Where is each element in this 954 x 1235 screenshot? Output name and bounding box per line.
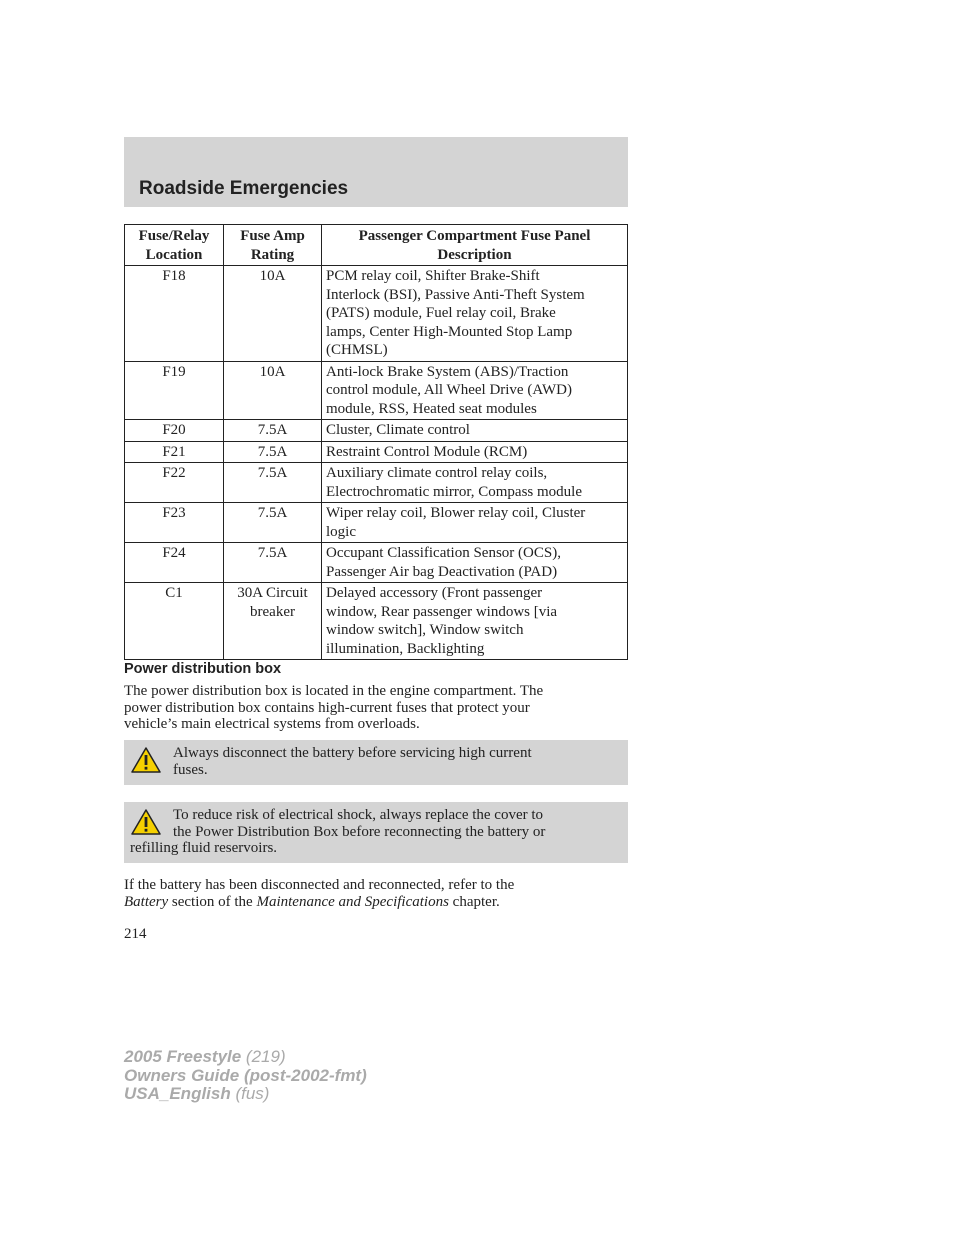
paragraph-fragment: chapter.: [448, 893, 500, 910]
fuse-description-line: Occupant Classification Sensor (OCS),: [326, 545, 561, 561]
fuse-rating-line: 10A: [259, 268, 286, 284]
fuse-table-body: [125, 266, 628, 660]
fuse-table-header-row: [125, 225, 628, 266]
header-rating-line: Rating: [250, 246, 295, 263]
fuse-description-line: Delayed accessory (Front passenger: [326, 585, 543, 601]
fuse-description-line: Interlock (BSI), Passive Anti-Theft System: [326, 286, 585, 303]
footer-model: 2005 Freestyle: [124, 1047, 242, 1066]
header-rating-line: Fuse Amp: [240, 228, 305, 244]
fuse-description-cell: [322, 420, 628, 442]
fuse-rating-line: 7.5A: [257, 545, 288, 561]
warning-triangle-icon: [130, 808, 162, 836]
fuse-description-cell: [322, 503, 628, 543]
fuse-table: [124, 224, 628, 660]
fuse-description-cell: [322, 583, 628, 660]
warning-triangle-icon: [130, 746, 162, 774]
fuse-rating-cell: [224, 361, 322, 420]
warning-box: [124, 740, 628, 785]
fuse-rating-cell: [224, 503, 322, 543]
fuse-description-line: Restraint Control Module (RCM): [326, 443, 528, 460]
footer-guide: Owners Guide (post-2002-fmt): [124, 1065, 367, 1085]
paragraph-line: power distribution box contains high-current fuses that protect your: [124, 699, 530, 716]
document-footer: [124, 1048, 367, 1104]
footer-line: [124, 1085, 367, 1104]
warning-text-line: Always disconnect the battery before servicing high current: [173, 745, 532, 761]
fuse-rating-cell: [224, 420, 322, 442]
footer-line: [124, 1048, 367, 1067]
chapter-title: Roadside Emergencies: [139, 178, 349, 199]
fuse-description-line: module, RSS, Heated seat modules: [326, 400, 537, 417]
fuse-location-cell: F23: [125, 503, 224, 543]
fuse-description-line: Passenger Air bag Deactivation (PAD): [326, 563, 558, 580]
fuse-description-line: control module, All Wheel Drive (AWD): [326, 382, 572, 398]
fuse-rating-line: breaker: [250, 603, 295, 620]
fuse-table-row: [125, 441, 628, 463]
fuse-location-cell: F24: [125, 543, 224, 583]
fuse-description-line: (CHMSL): [326, 342, 388, 358]
fuse-rating-cell: [224, 463, 322, 503]
footer-page-code: (219): [241, 1047, 286, 1066]
section-heading: Power distribution box: [124, 661, 282, 677]
fuse-table-row: [125, 420, 628, 442]
fuse-rating-cell: [224, 441, 322, 463]
fuse-location-cell: F18: [125, 266, 224, 362]
fuse-description-cell: [322, 266, 628, 362]
intro-paragraph: [124, 683, 628, 733]
fuse-description-line: Cluster, Climate control: [326, 422, 470, 438]
footer-language: USA_English: [124, 1084, 231, 1103]
paragraph-fragment: section of the: [168, 893, 257, 910]
fuse-rating-line: 7.5A: [257, 422, 288, 438]
chapter-header-band: [124, 137, 628, 207]
fuse-description-cell: [322, 441, 628, 463]
fuse-rating-cell: [224, 583, 322, 660]
fuse-description-line: lamps, Center High-Mounted Stop Lamp: [326, 323, 573, 340]
header-description: [322, 225, 628, 266]
paragraph-line: [124, 894, 628, 911]
fuse-location-cell: F21: [125, 441, 224, 463]
fuse-description-line: PCM relay coil, Shifter Brake-Shift: [326, 268, 540, 284]
fuse-description-line: window, Rear passenger windows [via: [326, 603, 558, 620]
fuse-rating-cell: [224, 543, 322, 583]
footer-language-code: (fus): [230, 1084, 270, 1103]
header-description-line: Description: [437, 246, 512, 263]
header-description-line: Passenger Compartment Fuse Panel: [358, 228, 591, 244]
fuse-rating-line: 30A Circuit: [237, 585, 308, 601]
fuse-table-row: [125, 463, 628, 503]
fuse-location-cell: C1: [125, 583, 224, 660]
fuse-location-cell: F19: [125, 361, 224, 420]
fuse-description-line: illumination, Backlighting: [326, 640, 485, 657]
paragraph-line: vehicle’s main electrical systems from overloads.: [124, 716, 420, 732]
fuse-description-line: Anti-lock Brake System (ABS)/Traction: [326, 363, 569, 380]
fuse-table-row: [125, 266, 628, 362]
fuse-description-line: Wiper relay coil, Blower relay coil, Cluster: [326, 505, 586, 521]
header-location: [125, 225, 224, 266]
chapter-reference: Maintenance and Specifications: [256, 893, 449, 910]
warning-text-line: fuses.: [173, 761, 208, 778]
paragraph-line: If the battery has been disconnected and reconnected, refer to the: [124, 877, 515, 893]
footer-line: [124, 1067, 367, 1086]
warning-text-line: the Power Distribution Box before reconnecting the battery or: [173, 823, 546, 840]
closing-paragraph: [124, 877, 628, 910]
fuse-rating-line: 7.5A: [257, 505, 288, 521]
fuse-rating-cell: [224, 266, 322, 362]
fuse-rating-line: 7.5A: [257, 443, 288, 460]
battery-reference: Battery: [124, 893, 169, 910]
warning-box: [124, 802, 628, 863]
fuse-description-cell: [322, 543, 628, 583]
fuse-description-cell: [322, 463, 628, 503]
fuse-description-cell: [322, 361, 628, 420]
fuse-rating-line: 10A: [259, 363, 286, 380]
fuse-table-row: [125, 583, 628, 660]
fuse-location-cell: F22: [125, 463, 224, 503]
fuse-rating-line: 7.5A: [257, 465, 288, 481]
paragraph-line: The power distribution box is located in the engine compartment. The: [124, 683, 544, 699]
page-number: 214: [124, 926, 147, 942]
fuse-table-row: [125, 543, 628, 583]
header-location-line: Fuse/Relay: [138, 228, 210, 244]
fuse-table-row: [125, 503, 628, 543]
fuse-table-row: [125, 361, 628, 420]
fuse-description-line: (PATS) module, Fuel relay coil, Brake: [326, 305, 556, 321]
warning-text-line: To reduce risk of electrical shock, always replace the cover to: [173, 807, 544, 823]
fuse-description-line: Electrochromatic mirror, Compass module: [326, 483, 582, 500]
warning-text-line: refilling fluid reservoirs.: [130, 840, 278, 856]
fuse-location-cell: F20: [125, 420, 224, 442]
header-rating: [224, 225, 322, 266]
fuse-description-line: Auxiliary climate control relay coils,: [326, 465, 548, 481]
header-location-line: Location: [145, 246, 203, 263]
fuse-description-line: logic: [326, 523, 356, 540]
fuse-description-line: window switch], Window switch: [326, 622, 524, 638]
